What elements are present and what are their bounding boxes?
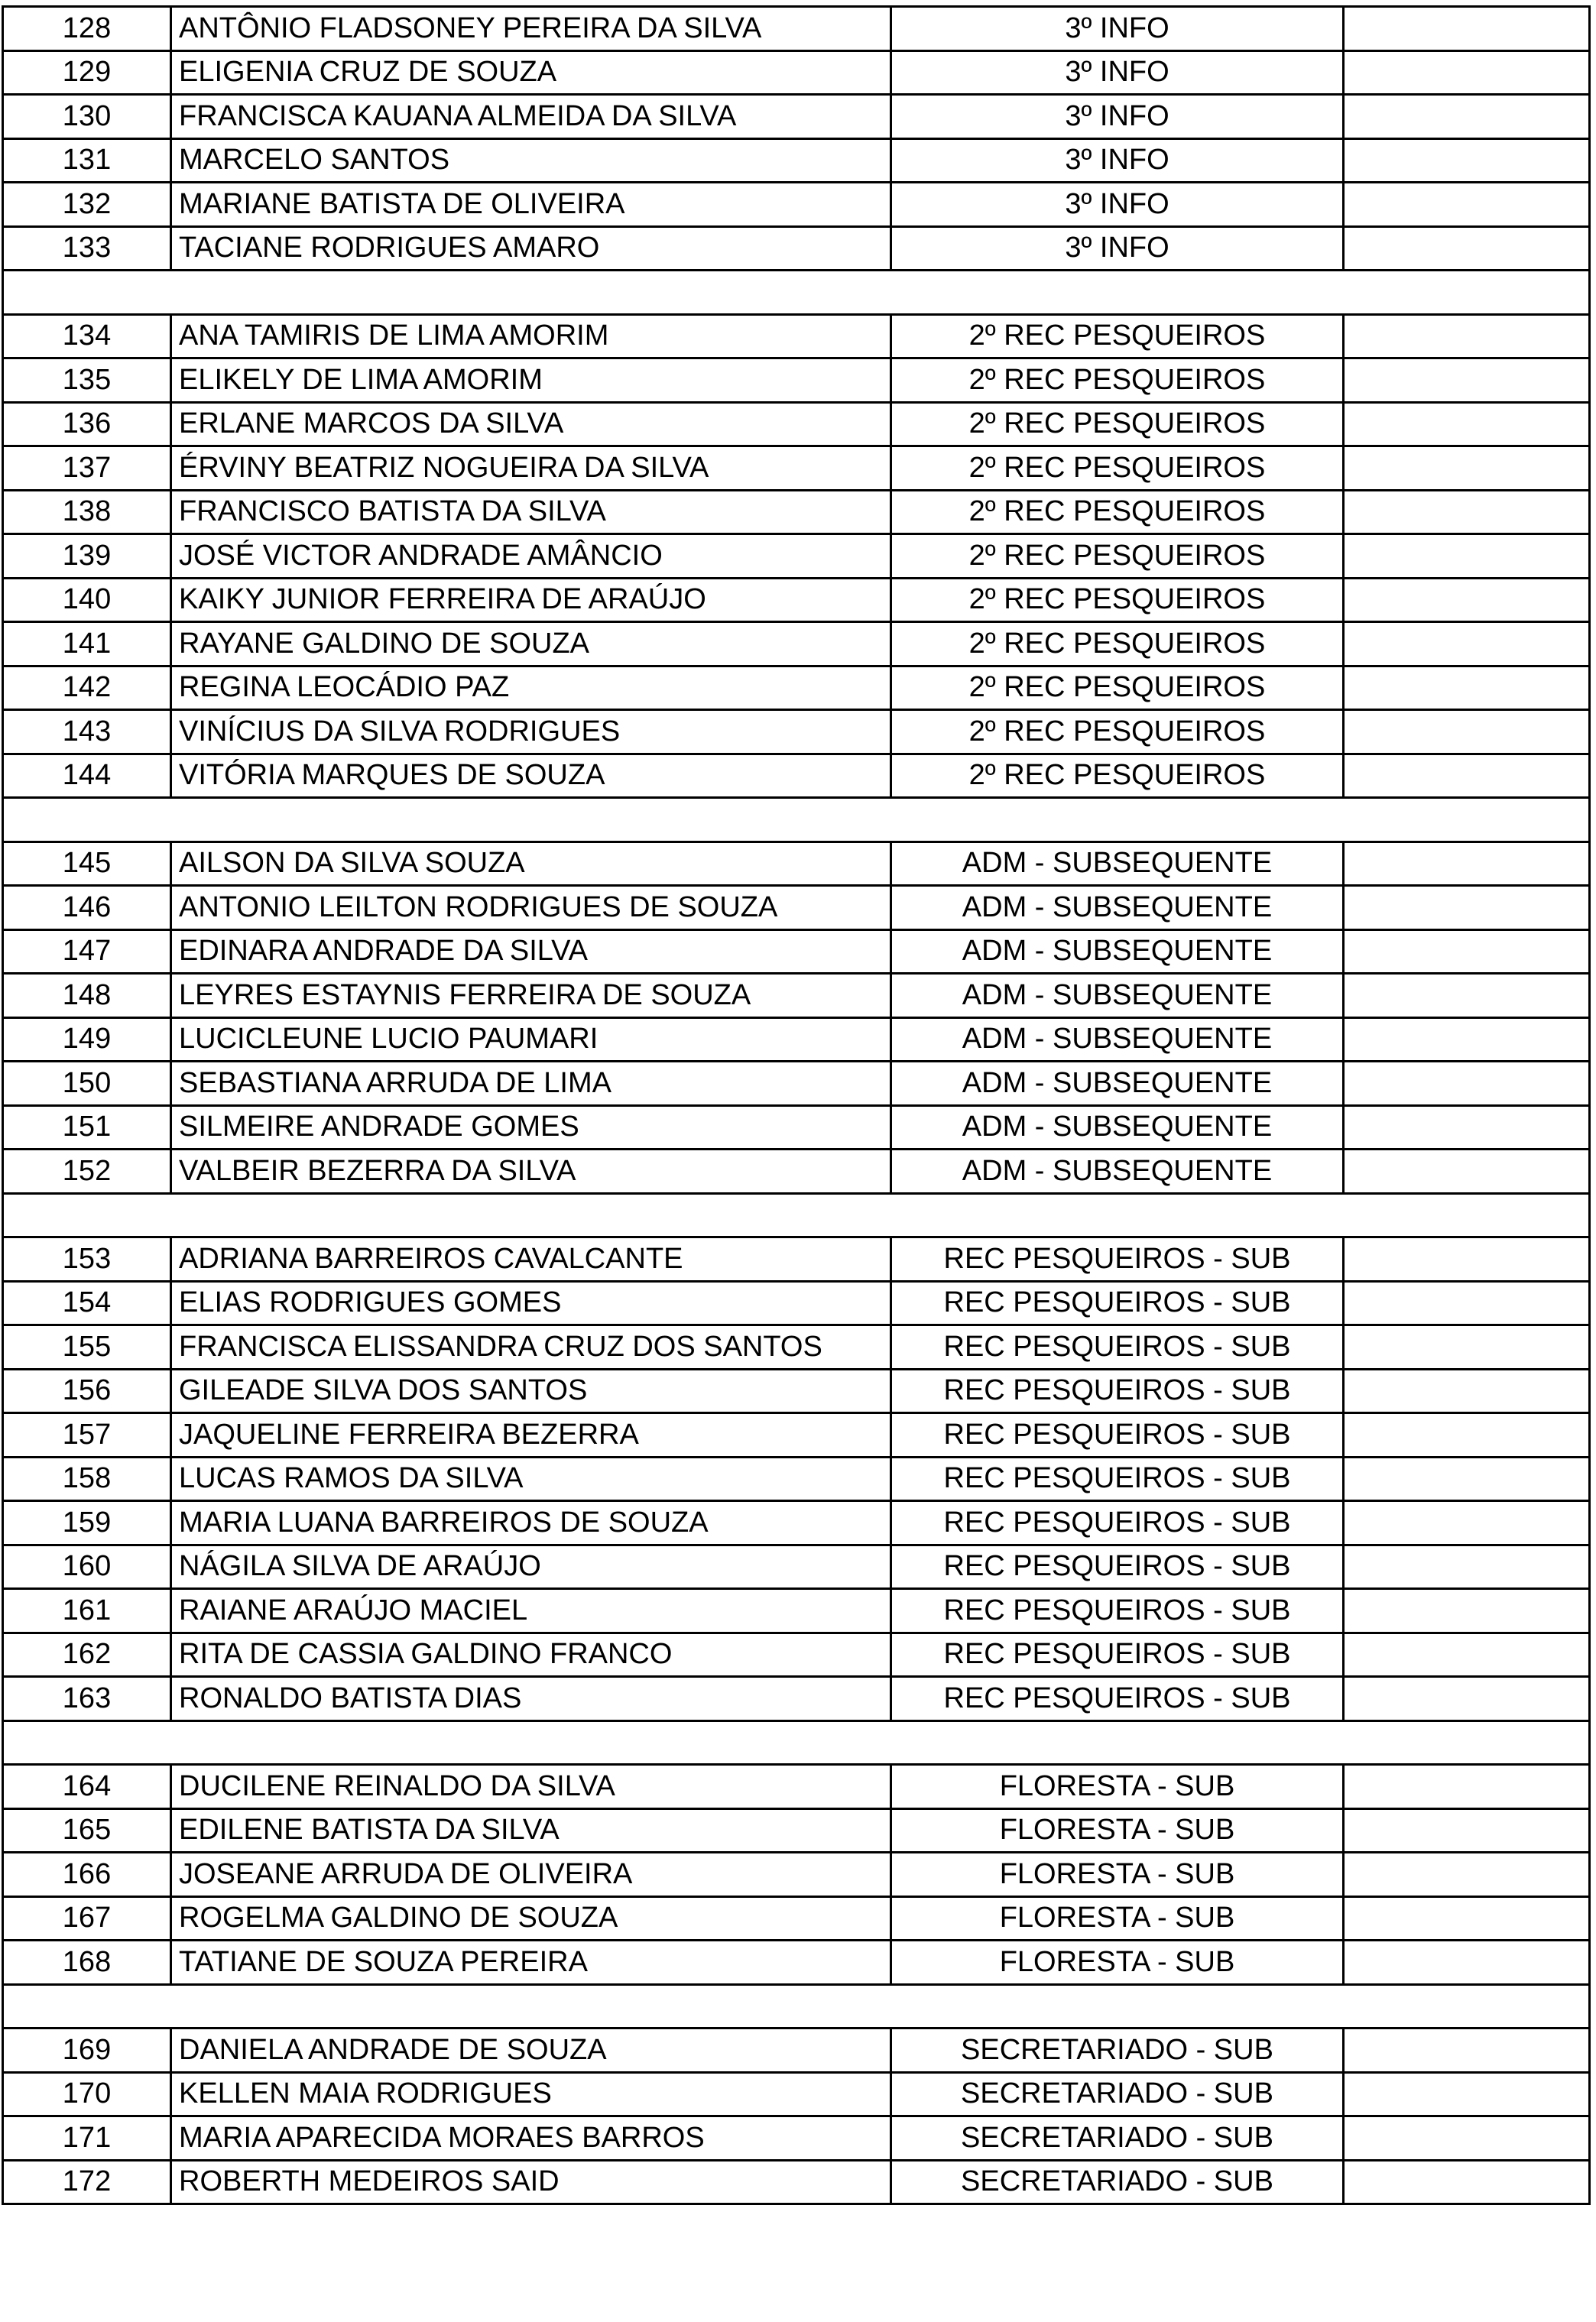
- row-number: 150: [3, 1062, 171, 1106]
- course-name: REC PESQUEIROS - SUB: [891, 1589, 1344, 1633]
- student-name: KELLEN MAIA RODRIGUES: [171, 2072, 891, 2116]
- row-number: 128: [3, 7, 171, 51]
- student-name: MARIA APARECIDA MORAES BARROS: [171, 2116, 891, 2161]
- course-name: ADM - SUBSEQUENTE: [891, 1017, 1344, 1062]
- row-number: 139: [3, 534, 171, 579]
- student-name: ADRIANA BARREIROS CAVALCANTE: [171, 1237, 891, 1282]
- row-number: 148: [3, 974, 171, 1018]
- table-row: [3, 1677, 1590, 1721]
- table-row: [3, 1017, 1590, 1062]
- student-name: LEYRES ESTAYNIS FERREIRA DE SOUZA: [171, 974, 891, 1018]
- empty-cell: [1344, 1765, 1590, 1809]
- student-name: ELIGENIA CRUZ DE SOUZA: [171, 50, 891, 95]
- row-number: 162: [3, 1633, 171, 1677]
- empty-cell: [1344, 842, 1590, 886]
- table-row: [3, 710, 1590, 754]
- empty-cell: [1344, 2116, 1590, 2161]
- empty-cell: [1344, 1808, 1590, 1853]
- table-row: [3, 138, 1590, 183]
- table-row: [3, 1853, 1590, 1897]
- course-name: 2º REC PESQUEIROS: [891, 534, 1344, 579]
- table-row: [3, 446, 1590, 491]
- empty-cell: [1344, 1941, 1590, 1985]
- course-name: REC PESQUEIROS - SUB: [891, 1501, 1344, 1545]
- separator-cell: [3, 1720, 1590, 1765]
- course-name: FLORESTA - SUB: [891, 1853, 1344, 1897]
- empty-cell: [1344, 886, 1590, 930]
- course-name: REC PESQUEIROS - SUB: [891, 1677, 1344, 1721]
- table-row: [3, 1545, 1590, 1589]
- empty-cell: [1344, 1853, 1590, 1897]
- row-number: 168: [3, 1941, 171, 1985]
- empty-cell: [1344, 402, 1590, 446]
- separator-cell: [3, 798, 1590, 842]
- table-row: [3, 578, 1590, 622]
- student-name: RAYANE GALDINO DE SOUZA: [171, 622, 891, 666]
- row-number: 142: [3, 666, 171, 710]
- student-name: JOSEANE ARRUDA DE OLIVEIRA: [171, 1853, 891, 1897]
- course-name: 2º REC PESQUEIROS: [891, 314, 1344, 358]
- course-name: FLORESTA - SUB: [891, 1765, 1344, 1809]
- course-name: REC PESQUEIROS - SUB: [891, 1369, 1344, 1413]
- student-name: SEBASTIANA ARRUDA DE LIMA: [171, 1062, 891, 1106]
- table-row: [3, 666, 1590, 710]
- empty-cell: [1344, 1105, 1590, 1150]
- empty-cell: [1344, 1237, 1590, 1282]
- table-row: [3, 1765, 1590, 1809]
- empty-cell: [1344, 358, 1590, 403]
- group-separator-row: [3, 271, 1590, 315]
- empty-cell: [1344, 183, 1590, 227]
- row-number: 172: [3, 2160, 171, 2204]
- table-row: [3, 358, 1590, 403]
- course-name: ADM - SUBSEQUENTE: [891, 974, 1344, 1018]
- row-number: 130: [3, 95, 171, 139]
- student-name: TACIANE RODRIGUES AMARO: [171, 226, 891, 271]
- table-row: [3, 1150, 1590, 1194]
- table-row: [3, 974, 1590, 1018]
- row-number: 152: [3, 1150, 171, 1194]
- table-row: [3, 1325, 1590, 1370]
- row-number: 132: [3, 183, 171, 227]
- student-name: JOSÉ VICTOR ANDRADE AMÂNCIO: [171, 534, 891, 579]
- empty-cell: [1344, 1281, 1590, 1325]
- student-name: ELIAS RODRIGUES GOMES: [171, 1281, 891, 1325]
- table-row: [3, 886, 1590, 930]
- table-row: [3, 402, 1590, 446]
- empty-cell: [1344, 1369, 1590, 1413]
- course-name: 2º REC PESQUEIROS: [891, 402, 1344, 446]
- course-name: 3º INFO: [891, 138, 1344, 183]
- student-name: ANTÔNIO FLADSONEY PEREIRA DA SILVA: [171, 7, 891, 51]
- separator-cell: [3, 1984, 1590, 2029]
- table-row: [3, 7, 1590, 51]
- empty-cell: [1344, 710, 1590, 754]
- student-name: VINÍCIUS DA SILVA RODRIGUES: [171, 710, 891, 754]
- empty-cell: [1344, 974, 1590, 1018]
- empty-cell: [1344, 1150, 1590, 1194]
- empty-cell: [1344, 1457, 1590, 1501]
- student-name: KAIKY JUNIOR FERREIRA DE ARAÚJO: [171, 578, 891, 622]
- row-number: 135: [3, 358, 171, 403]
- table-row: [3, 314, 1590, 358]
- table-row: [3, 183, 1590, 227]
- row-number: 136: [3, 402, 171, 446]
- empty-cell: [1344, 666, 1590, 710]
- course-name: 2º REC PESQUEIROS: [891, 710, 1344, 754]
- row-number: 133: [3, 226, 171, 271]
- student-name: GILEADE SILVA DOS SANTOS: [171, 1369, 891, 1413]
- course-name: ADM - SUBSEQUENTE: [891, 886, 1344, 930]
- row-number: 164: [3, 1765, 171, 1809]
- table-row: [3, 754, 1590, 798]
- row-number: 157: [3, 1413, 171, 1458]
- student-name: FRANCISCA ELISSANDRA CRUZ DOS SANTOS: [171, 1325, 891, 1370]
- course-name: REC PESQUEIROS - SUB: [891, 1413, 1344, 1458]
- row-number: 158: [3, 1457, 171, 1501]
- course-name: REC PESQUEIROS - SUB: [891, 1545, 1344, 1589]
- course-name: REC PESQUEIROS - SUB: [891, 1237, 1344, 1282]
- empty-cell: [1344, 2072, 1590, 2116]
- row-number: 131: [3, 138, 171, 183]
- row-number: 169: [3, 2029, 171, 2073]
- student-name: EDILENE BATISTA DA SILVA: [171, 1808, 891, 1853]
- group-separator-row: [3, 1984, 1590, 2029]
- group-separator-row: [3, 798, 1590, 842]
- row-number: 147: [3, 929, 171, 974]
- empty-cell: [1344, 138, 1590, 183]
- empty-cell: [1344, 314, 1590, 358]
- course-name: 2º REC PESQUEIROS: [891, 666, 1344, 710]
- row-number: 170: [3, 2072, 171, 2116]
- empty-cell: [1344, 622, 1590, 666]
- row-number: 138: [3, 490, 171, 534]
- course-name: REC PESQUEIROS - SUB: [891, 1281, 1344, 1325]
- student-name: ERLANE MARCOS DA SILVA: [171, 402, 891, 446]
- table-row: [3, 1369, 1590, 1413]
- student-name: RONALDO BATISTA DIAS: [171, 1677, 891, 1721]
- course-name: REC PESQUEIROS - SUB: [891, 1633, 1344, 1677]
- separator-cell: [3, 271, 1590, 315]
- table-row: [3, 1237, 1590, 1282]
- course-name: FLORESTA - SUB: [891, 1808, 1344, 1853]
- empty-cell: [1344, 534, 1590, 579]
- table-row: [3, 929, 1590, 974]
- row-number: 165: [3, 1808, 171, 1853]
- student-name: ELIKELY DE LIMA AMORIM: [171, 358, 891, 403]
- course-name: 2º REC PESQUEIROS: [891, 358, 1344, 403]
- table-row: [3, 1633, 1590, 1677]
- course-name: 3º INFO: [891, 7, 1344, 51]
- student-name: MARIANE BATISTA DE OLIVEIRA: [171, 183, 891, 227]
- course-name: SECRETARIADO - SUB: [891, 2029, 1344, 2073]
- table-row: [3, 1062, 1590, 1106]
- empty-cell: [1344, 446, 1590, 491]
- row-number: 161: [3, 1589, 171, 1633]
- course-name: SECRETARIADO - SUB: [891, 2072, 1344, 2116]
- course-name: FLORESTA - SUB: [891, 1941, 1344, 1985]
- student-name: MARIA LUANA BARREIROS DE SOUZA: [171, 1501, 891, 1545]
- student-name: DANIELA ANDRADE DE SOUZA: [171, 2029, 891, 2073]
- row-number: 159: [3, 1501, 171, 1545]
- empty-cell: [1344, 1413, 1590, 1458]
- table-row: [3, 842, 1590, 886]
- student-name: RAIANE ARAÚJO MACIEL: [171, 1589, 891, 1633]
- table-row: [3, 95, 1590, 139]
- empty-cell: [1344, 754, 1590, 798]
- row-number: 160: [3, 1545, 171, 1589]
- empty-cell: [1344, 1589, 1590, 1633]
- student-name: LUCAS RAMOS DA SILVA: [171, 1457, 891, 1501]
- course-name: 3º INFO: [891, 183, 1344, 227]
- table-row: [3, 622, 1590, 666]
- course-name: FLORESTA - SUB: [891, 1896, 1344, 1941]
- course-name: 2º REC PESQUEIROS: [891, 578, 1344, 622]
- group-separator-row: [3, 1720, 1590, 1765]
- course-name: 2º REC PESQUEIROS: [891, 446, 1344, 491]
- student-name: REGINA LEOCÁDIO PAZ: [171, 666, 891, 710]
- row-number: 129: [3, 50, 171, 95]
- table-row: [3, 226, 1590, 271]
- table-row: [3, 1413, 1590, 1458]
- row-number: 166: [3, 1853, 171, 1897]
- table-row: [3, 2160, 1590, 2204]
- course-name: 3º INFO: [891, 226, 1344, 271]
- student-name: DUCILENE REINALDO DA SILVA: [171, 1765, 891, 1809]
- table-row: [3, 1105, 1590, 1150]
- course-name: ADM - SUBSEQUENTE: [891, 842, 1344, 886]
- table-row: [3, 2116, 1590, 2161]
- student-name: ANTONIO LEILTON RODRIGUES DE SOUZA: [171, 886, 891, 930]
- empty-cell: [1344, 2029, 1590, 2073]
- student-name: ROGELMA GALDINO DE SOUZA: [171, 1896, 891, 1941]
- student-name: SILMEIRE ANDRADE GOMES: [171, 1105, 891, 1150]
- empty-cell: [1344, 1545, 1590, 1589]
- student-table-body: [3, 7, 1590, 2204]
- student-name: ÉRVINY BEATRIZ NOGUEIRA DA SILVA: [171, 446, 891, 491]
- row-number: 155: [3, 1325, 171, 1370]
- row-number: 145: [3, 842, 171, 886]
- student-name: TATIANE DE SOUZA PEREIRA: [171, 1941, 891, 1985]
- course-name: 2º REC PESQUEIROS: [891, 754, 1344, 798]
- row-number: 143: [3, 710, 171, 754]
- row-number: 141: [3, 622, 171, 666]
- student-name: JAQUELINE FERREIRA BEZERRA: [171, 1413, 891, 1458]
- student-name: VALBEIR BEZERRA DA SILVA: [171, 1150, 891, 1194]
- student-name: EDINARA ANDRADE DA SILVA: [171, 929, 891, 974]
- course-name: SECRETARIADO - SUB: [891, 2160, 1344, 2204]
- empty-cell: [1344, 1896, 1590, 1941]
- separator-cell: [3, 1193, 1590, 1237]
- row-number: 134: [3, 314, 171, 358]
- empty-cell: [1344, 1017, 1590, 1062]
- row-number: 171: [3, 2116, 171, 2161]
- empty-cell: [1344, 1325, 1590, 1370]
- empty-cell: [1344, 1677, 1590, 1721]
- empty-cell: [1344, 578, 1590, 622]
- row-number: 146: [3, 886, 171, 930]
- row-number: 140: [3, 578, 171, 622]
- table-row: [3, 2029, 1590, 2073]
- row-number: 151: [3, 1105, 171, 1150]
- empty-cell: [1344, 1501, 1590, 1545]
- student-name: VITÓRIA MARQUES DE SOUZA: [171, 754, 891, 798]
- table-row: [3, 1808, 1590, 1853]
- student-name: ROBERTH MEDEIROS SAID: [171, 2160, 891, 2204]
- empty-cell: [1344, 929, 1590, 974]
- table-row: [3, 1896, 1590, 1941]
- course-name: 3º INFO: [891, 50, 1344, 95]
- table-row: [3, 490, 1590, 534]
- student-name: FRANCISCA KAUANA ALMEIDA DA SILVA: [171, 95, 891, 139]
- student-name: FRANCISCO BATISTA DA SILVA: [171, 490, 891, 534]
- student-name: MARCELO SANTOS: [171, 138, 891, 183]
- course-name: ADM - SUBSEQUENTE: [891, 1150, 1344, 1194]
- empty-cell: [1344, 7, 1590, 51]
- empty-cell: [1344, 1633, 1590, 1677]
- table-row: [3, 1457, 1590, 1501]
- table-row: [3, 50, 1590, 95]
- row-number: 144: [3, 754, 171, 798]
- course-name: 2º REC PESQUEIROS: [891, 490, 1344, 534]
- course-name: 3º INFO: [891, 95, 1344, 139]
- row-number: 153: [3, 1237, 171, 1282]
- table-row: [3, 534, 1590, 579]
- student-table: [2, 5, 1591, 2205]
- empty-cell: [1344, 95, 1590, 139]
- table-row: [3, 1589, 1590, 1633]
- table-row: [3, 2072, 1590, 2116]
- row-number: 156: [3, 1369, 171, 1413]
- table-row: [3, 1281, 1590, 1325]
- course-name: REC PESQUEIROS - SUB: [891, 1325, 1344, 1370]
- course-name: 2º REC PESQUEIROS: [891, 622, 1344, 666]
- group-separator-row: [3, 1193, 1590, 1237]
- row-number: 154: [3, 1281, 171, 1325]
- empty-cell: [1344, 490, 1590, 534]
- row-number: 149: [3, 1017, 171, 1062]
- course-name: ADM - SUBSEQUENTE: [891, 1105, 1344, 1150]
- student-name: ANA TAMIRIS DE LIMA AMORIM: [171, 314, 891, 358]
- course-name: REC PESQUEIROS - SUB: [891, 1457, 1344, 1501]
- student-name: NÁGILA SILVA DE ARAÚJO: [171, 1545, 891, 1589]
- student-name: RITA DE CASSIA GALDINO FRANCO: [171, 1633, 891, 1677]
- table-row: [3, 1941, 1590, 1985]
- table-row: [3, 1501, 1590, 1545]
- empty-cell: [1344, 1062, 1590, 1106]
- empty-cell: [1344, 2160, 1590, 2204]
- course-name: ADM - SUBSEQUENTE: [891, 929, 1344, 974]
- empty-cell: [1344, 50, 1590, 95]
- row-number: 163: [3, 1677, 171, 1721]
- course-name: SECRETARIADO - SUB: [891, 2116, 1344, 2161]
- student-name: LUCICLEUNE LUCIO PAUMARI: [171, 1017, 891, 1062]
- course-name: ADM - SUBSEQUENTE: [891, 1062, 1344, 1106]
- row-number: 167: [3, 1896, 171, 1941]
- student-name: AILSON DA SILVA SOUZA: [171, 842, 891, 886]
- empty-cell: [1344, 226, 1590, 271]
- row-number: 137: [3, 446, 171, 491]
